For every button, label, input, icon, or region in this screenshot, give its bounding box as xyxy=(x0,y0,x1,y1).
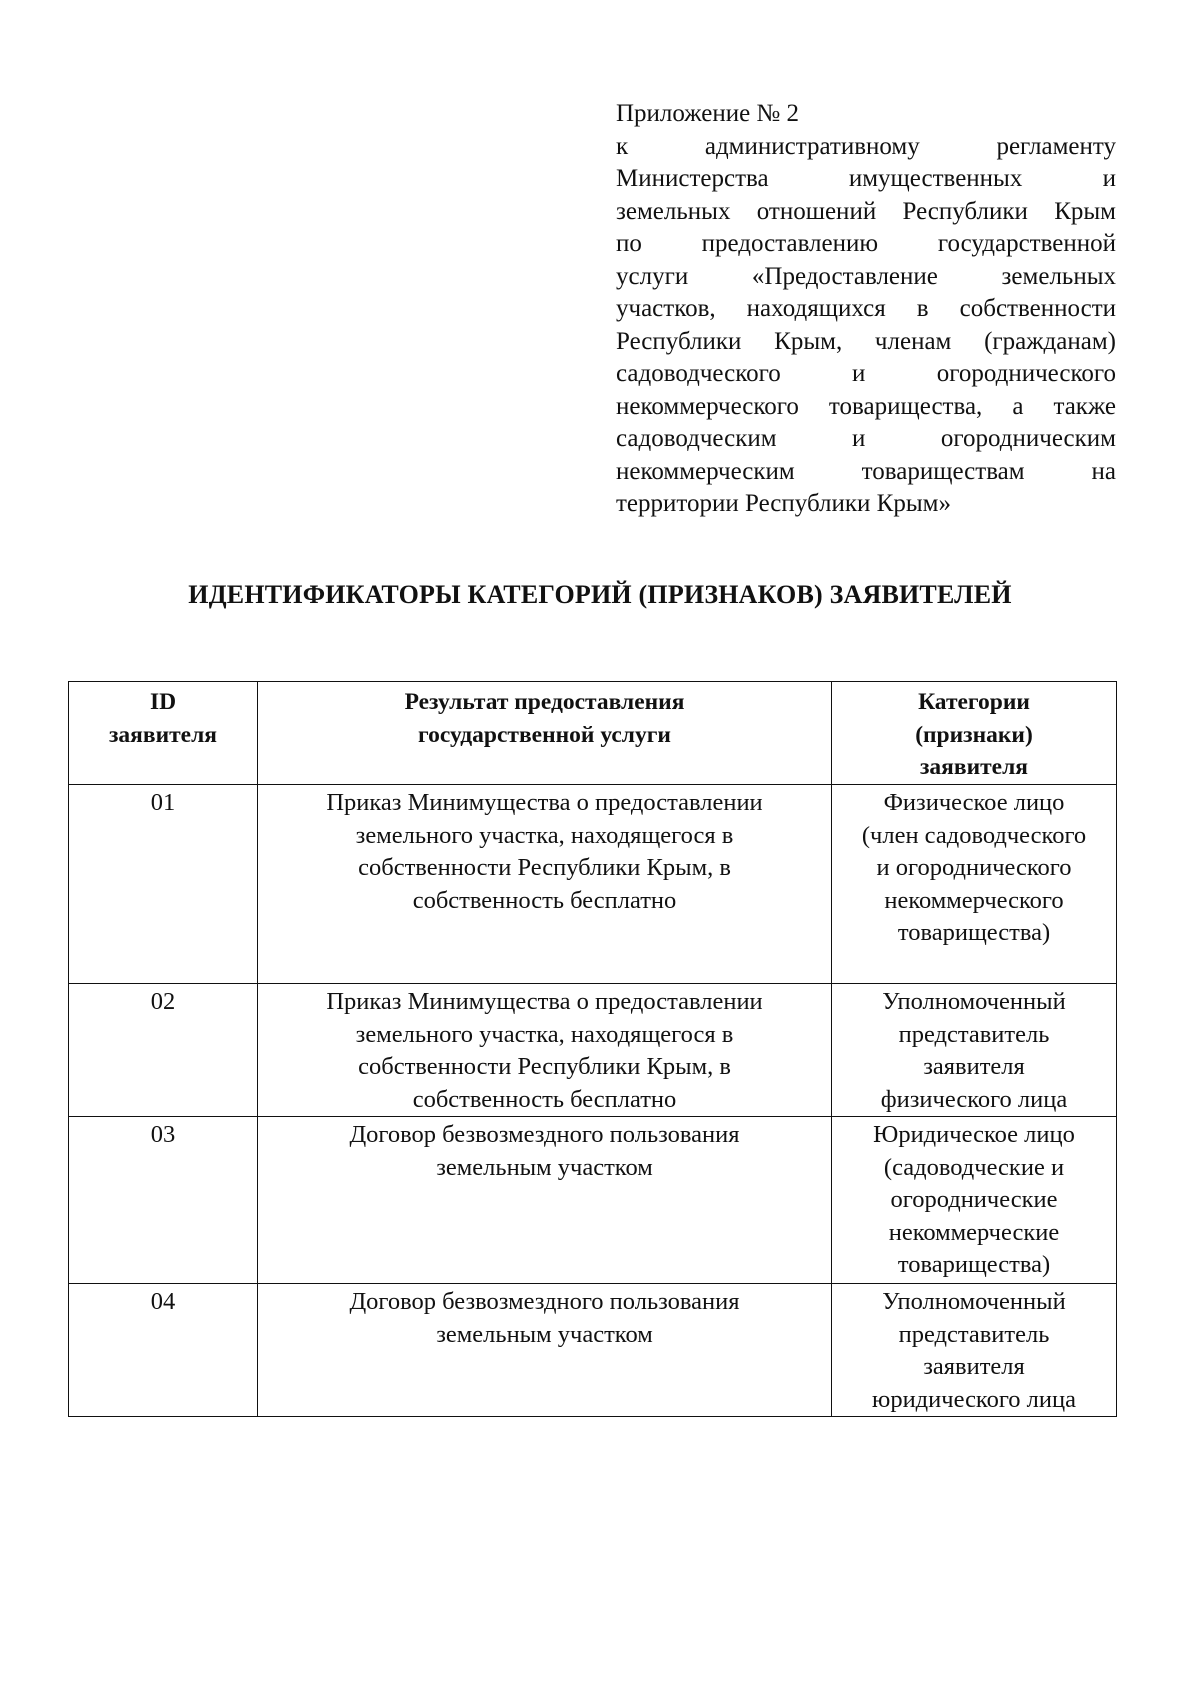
appendix-line: некоммерческого товарищества, а также xyxy=(616,392,1116,420)
header-category xyxy=(832,682,1117,785)
cell-line: Приказ Минимущества о предоставлении xyxy=(326,988,763,1015)
appendix-line: Министерства имущественных и xyxy=(616,165,1116,192)
header-line: заявителя xyxy=(108,721,217,748)
header-line: ID xyxy=(149,689,177,715)
cell-line: огороднические xyxy=(890,1186,1058,1213)
header-line: заявителя xyxy=(919,754,1028,780)
cell-line: собственности Республики Крым, в xyxy=(358,1053,731,1080)
table-row xyxy=(69,785,1117,984)
cell-line: юридического лица xyxy=(872,1385,1076,1413)
header-line: государственной услуги xyxy=(418,721,671,748)
cell-line: некоммерческого xyxy=(884,886,1064,914)
cell-line: земельного участка, находящегося в xyxy=(355,1020,734,1048)
header-id xyxy=(69,682,258,785)
cell-line: собственности Республики Крым, в xyxy=(358,854,731,881)
header-result xyxy=(258,682,832,785)
cell-result xyxy=(258,984,832,1117)
appendix-header xyxy=(616,98,1116,521)
cell-line: Юридическое лицо xyxy=(873,1121,1075,1148)
cell-line: представитель xyxy=(898,1020,1050,1048)
cell-line: земельным участком xyxy=(436,1320,653,1348)
cell-id: 01 xyxy=(69,785,258,984)
cell-line: некоммерческие xyxy=(888,1218,1060,1246)
cell-line: Физическое лицо xyxy=(883,789,1065,816)
cell-line: товарищества) xyxy=(897,919,1051,946)
header-line: Результат предоставления xyxy=(404,689,685,715)
cell-line: (садоводческие и xyxy=(883,1153,1065,1181)
cell-id: 04 xyxy=(69,1284,258,1417)
cell-line: заявителя xyxy=(923,1353,1025,1380)
cell-line: и огороднического xyxy=(876,854,1072,881)
cell-category xyxy=(832,1117,1117,1284)
applicant-identifiers-table xyxy=(68,681,1117,1417)
cell-category xyxy=(832,785,1117,984)
cell-line: земельного участка, находящегося в xyxy=(355,821,734,849)
appendix-line: по предоставлению государственной xyxy=(616,230,1116,257)
header-line: Категории xyxy=(918,689,1030,715)
cell-line: (член садоводческого xyxy=(861,821,1087,849)
cell-result xyxy=(258,785,832,984)
cell-line: собственность бесплатно xyxy=(412,1085,677,1113)
cell-category xyxy=(832,984,1117,1117)
appendix-line: услуги «Предоставление земельных xyxy=(616,262,1116,290)
cell-category xyxy=(832,1284,1117,1417)
cell-result xyxy=(258,1284,832,1417)
cell-id: 03 xyxy=(69,1117,258,1284)
cell-line: Уполномоченный xyxy=(882,1288,1066,1315)
appendix-line: некоммерческим товариществам на xyxy=(616,457,1116,485)
cell-id: 02 xyxy=(69,984,258,1117)
cell-line: собственность бесплатно xyxy=(412,886,677,914)
cell-line: заявителя xyxy=(923,1053,1025,1080)
cell-line: Договор безвозмездного пользования xyxy=(349,1121,740,1148)
appendix-line: садоводческого и огороднического xyxy=(616,360,1116,387)
table-row xyxy=(69,1117,1117,1284)
appendix-line: садоводческим и огородническим xyxy=(616,425,1116,452)
header-line: (признаки) xyxy=(915,721,1033,748)
table-row xyxy=(69,1284,1117,1417)
cell-line: земельным участком xyxy=(436,1153,653,1181)
cell-line: физического лица xyxy=(880,1085,1068,1113)
cell-line: Уполномоченный xyxy=(882,988,1066,1015)
cell-line: Приказ Минимущества о предоставлении xyxy=(326,789,763,816)
table-row xyxy=(69,984,1117,1117)
appendix-line: Республики Крым, членам (гражданам) xyxy=(616,327,1116,355)
document-title: ИДЕНТИФИКАТОРЫ КАТЕГОРИЙ (ПРИЗНАКОВ) ЗАЯВИТЕЛЕЙ xyxy=(188,580,1012,609)
cell-result xyxy=(258,1117,832,1284)
table-header-row xyxy=(69,682,1117,785)
cell-line: представитель xyxy=(898,1320,1050,1348)
appendix-line: участков, находящихся в собственности xyxy=(616,295,1116,322)
appendix-line: земельных отношений Республики Крым xyxy=(616,197,1116,225)
cell-line: товарищества) xyxy=(897,1251,1051,1278)
cell-line: Договор безвозмездного пользования xyxy=(349,1288,740,1315)
appendix-line: территории Республики Крым» xyxy=(616,490,951,517)
appendix-line: к административному регламенту xyxy=(616,132,1116,160)
appendix-line: Приложение № 2 xyxy=(616,100,800,127)
